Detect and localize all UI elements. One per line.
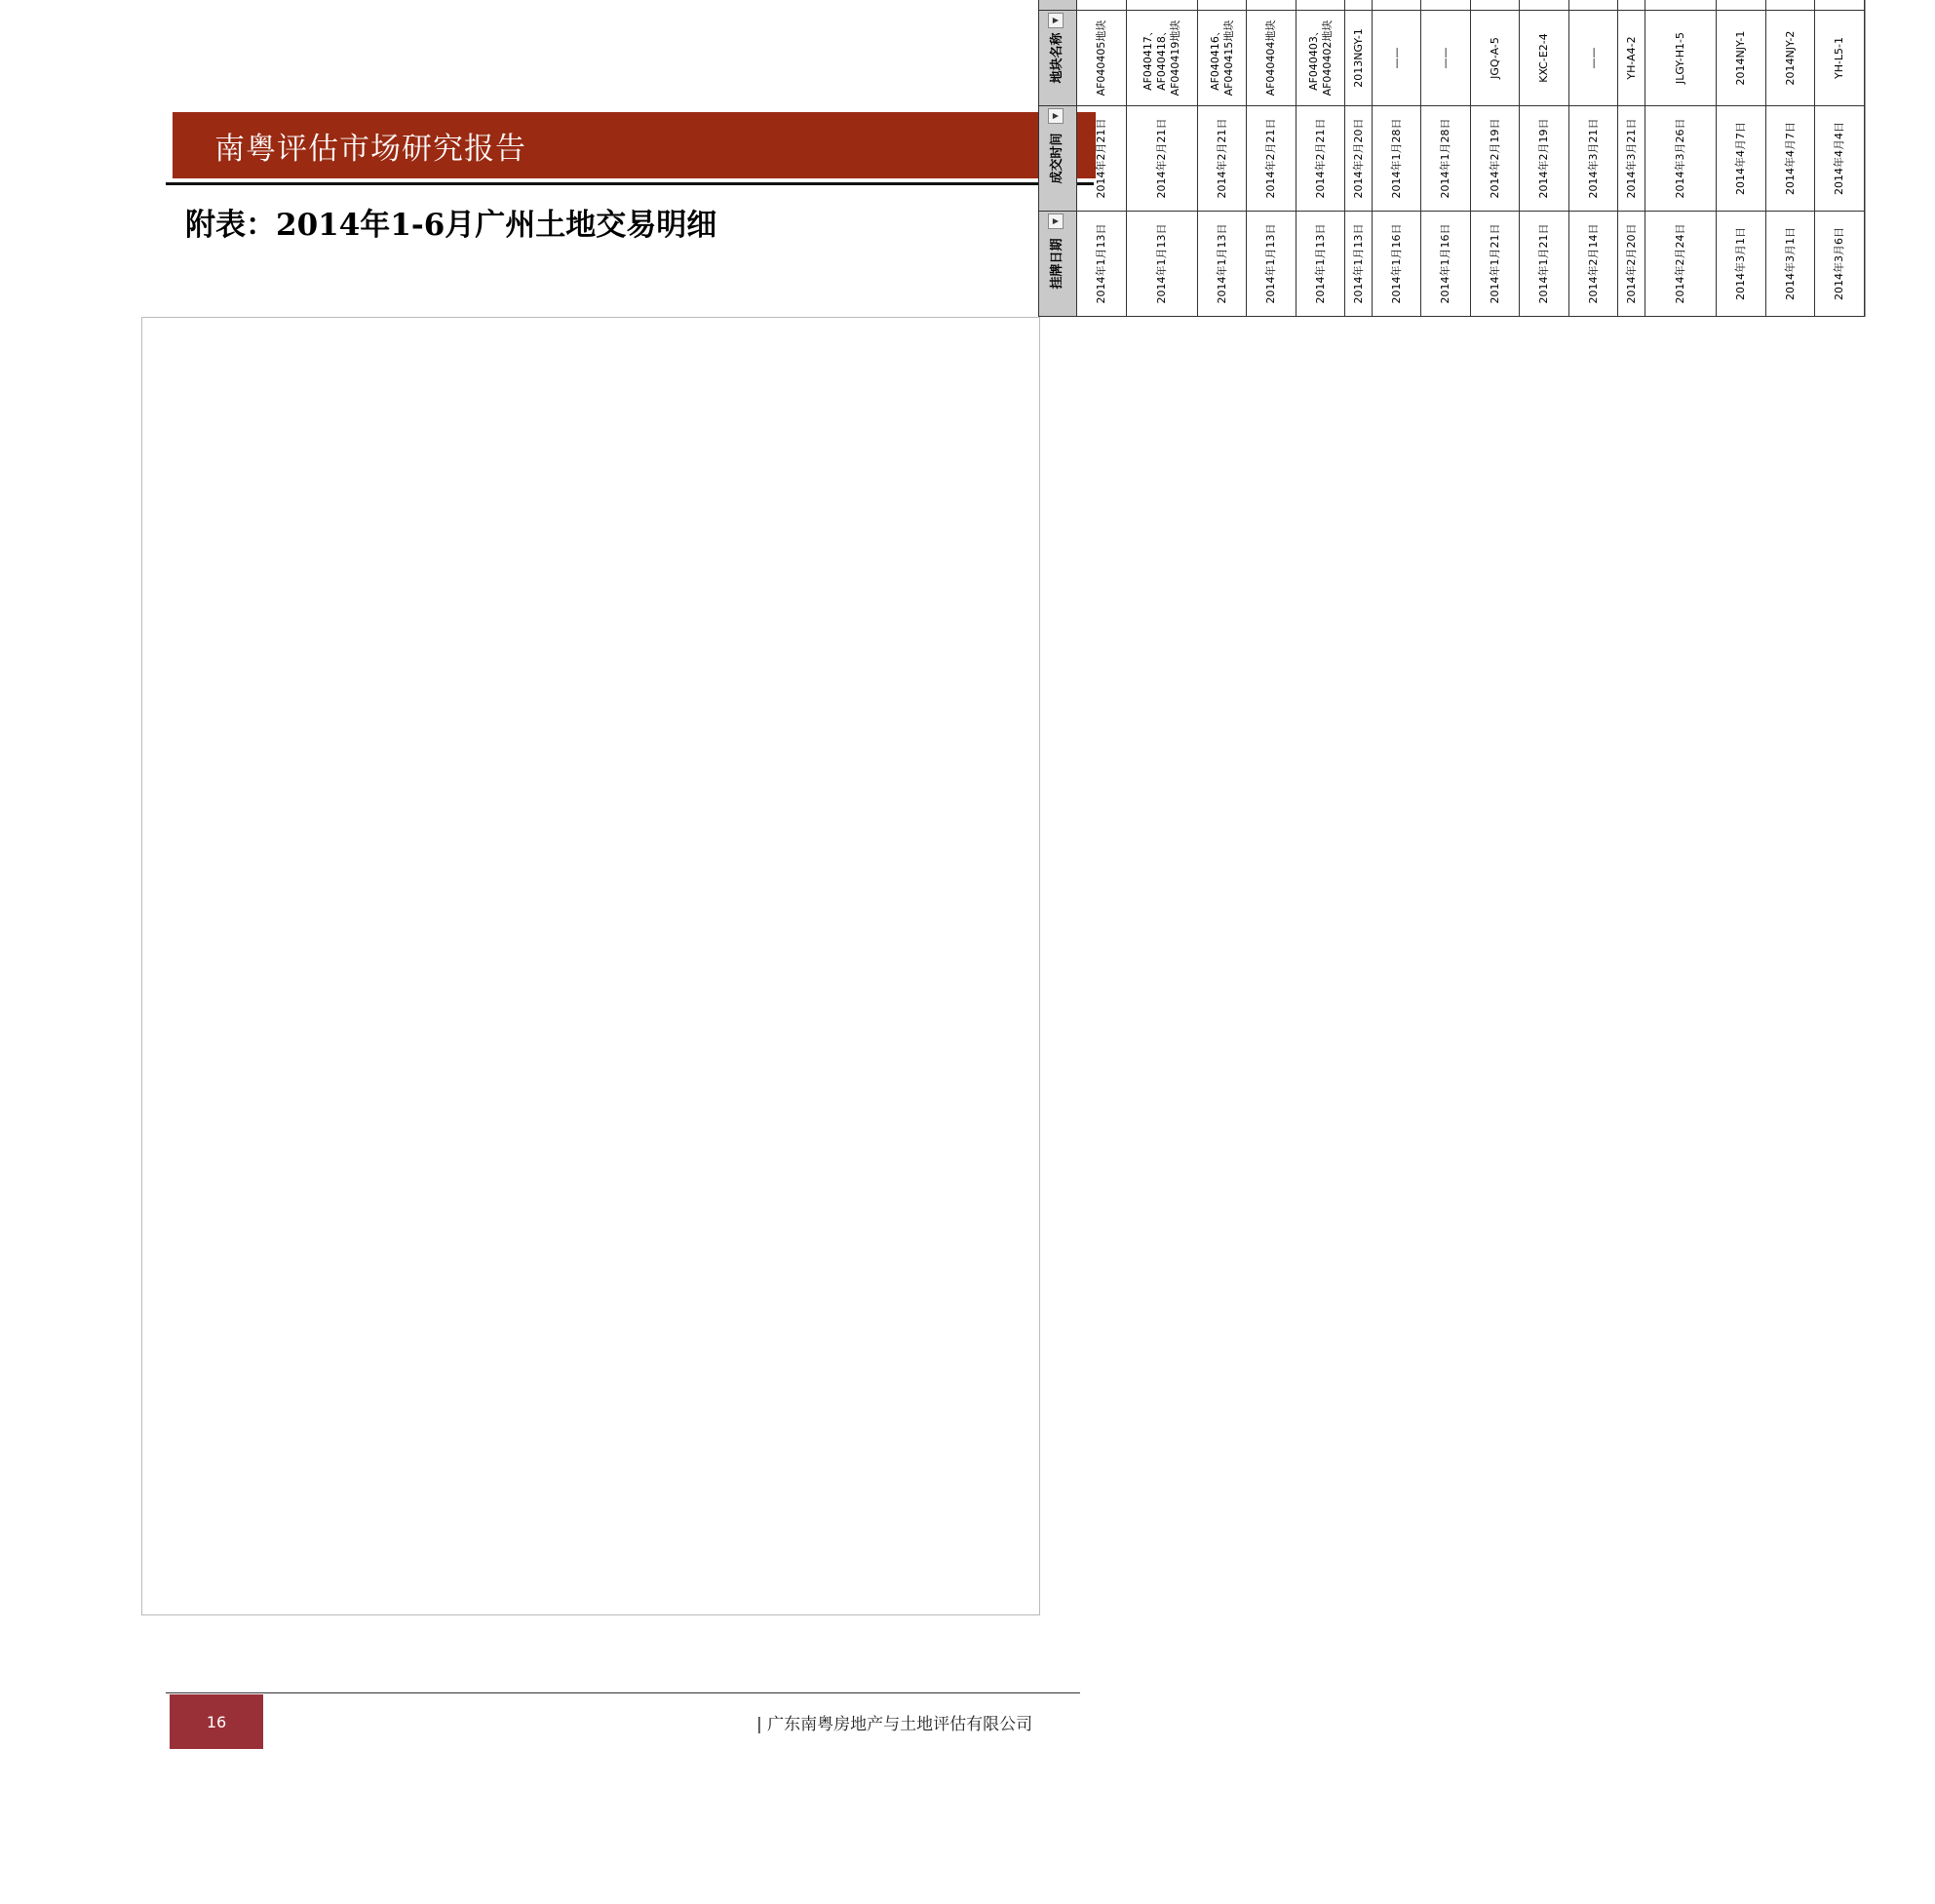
- page-number: 16: [206, 1712, 227, 1731]
- table-header-row: [1039, 0, 1077, 317]
- table-row: [1372, 0, 1421, 317]
- table-body: [1077, 0, 1865, 317]
- table-cell: ——: [1372, 11, 1421, 106]
- table-cell: 2014年3月21日: [1618, 106, 1645, 212]
- table-row: [1815, 0, 1865, 317]
- table-cell: 2014年1月13日: [1126, 212, 1197, 317]
- table-cell: 2014年3月1日: [1765, 212, 1815, 317]
- table-cell: 2014年2月21日: [1077, 106, 1127, 212]
- table-cell: 2014年1月13日: [1077, 212, 1127, 317]
- table-row: [1077, 0, 1127, 317]
- table-cell: KXC-E2-4: [1520, 11, 1569, 106]
- table-cell: 2014年1月13日: [1296, 212, 1345, 317]
- table-cell: 2014年1月21日: [1520, 212, 1569, 317]
- table-cell: 2014年1月28日: [1372, 106, 1421, 212]
- table-cell: [1568, 0, 1618, 11]
- column-header-label: 挂牌日期: [1049, 238, 1064, 290]
- table-cell: 2014年3月21日: [1568, 106, 1618, 212]
- table-row: [1765, 0, 1815, 317]
- table-cell: 2014年2月19日: [1470, 106, 1520, 212]
- filter-dropdown-icon[interactable]: ▼: [1048, 108, 1064, 124]
- table-cell: [1645, 0, 1717, 11]
- table-cell: [1345, 0, 1373, 11]
- table-row: [1197, 0, 1247, 317]
- table-cell: [1296, 0, 1345, 11]
- table-cell: YH-A4-2: [1618, 11, 1645, 106]
- table-cell: ——: [1568, 11, 1618, 106]
- table-cell: 2014年1月13日: [1197, 212, 1247, 317]
- table-row: [1345, 0, 1373, 317]
- table-cell: 2014年2月21日: [1126, 106, 1197, 212]
- table-cell: 2014年4月4日: [1815, 106, 1865, 212]
- table-cell: [1815, 0, 1865, 11]
- table-row: [1126, 0, 1197, 317]
- table-cell: [1470, 0, 1520, 11]
- table-cell: [1077, 0, 1127, 11]
- table-cell: 2014年2月21日: [1247, 106, 1296, 212]
- column-header-label: 成交时间: [1049, 133, 1064, 184]
- table-cell: 2014年3月26日: [1645, 106, 1717, 212]
- table-cell: 2014年2月20日: [1345, 106, 1373, 212]
- table-cell: AF040405地块: [1077, 11, 1127, 106]
- table-cell: 2014年1月21日: [1470, 212, 1520, 317]
- table-cell: [1247, 0, 1296, 11]
- table-row: [1421, 0, 1471, 317]
- footer-company: | 广东南粤房地产与土地评估有限公司: [756, 1715, 1033, 1734]
- table-cell: [1372, 0, 1421, 11]
- table-row: [1470, 0, 1520, 317]
- table-row: [1247, 0, 1296, 317]
- column-header: [1039, 212, 1077, 317]
- table-cell: JLGY-H1-5: [1645, 11, 1717, 106]
- table-cell: 2014年2月21日: [1197, 106, 1247, 212]
- table-cell: 2014年1月13日: [1345, 212, 1373, 317]
- footer-divider: [166, 1692, 1080, 1693]
- table-cell: 2014年4月7日: [1765, 106, 1815, 212]
- table-cell: 2014年2月19日: [1520, 106, 1569, 212]
- table-cell: 2014年1月16日: [1372, 212, 1421, 317]
- table-row: [1520, 0, 1569, 317]
- table-cell: 2014年2月24日: [1645, 212, 1717, 317]
- column-header: [1039, 11, 1077, 106]
- header-divider: [166, 182, 1094, 185]
- table-cell: [1197, 0, 1247, 11]
- table-cell: ——: [1421, 11, 1471, 106]
- land-transaction-table: [1038, 0, 1865, 317]
- column-header: [1039, 0, 1077, 11]
- table-cell: JGQ-A-5: [1470, 11, 1520, 106]
- header-title: 南粤评估市场研究报告: [214, 132, 526, 167]
- table-cell: 2014年3月6日: [1815, 212, 1865, 317]
- table-cell: [1765, 0, 1815, 11]
- table-cell: 2013NGY-1: [1345, 11, 1373, 106]
- table-cell: [1618, 0, 1645, 11]
- table-row: [1717, 0, 1766, 317]
- column-header-label: 地块名称: [1049, 32, 1064, 84]
- table-cell: 2014年1月28日: [1421, 106, 1471, 212]
- filter-dropdown-icon[interactable]: ▼: [1048, 13, 1064, 28]
- table-cell: [1421, 0, 1471, 11]
- table-cell: AF040417、AF040418、AF040419地块: [1126, 11, 1197, 106]
- table-cell: AF040403、AF040402地块: [1296, 11, 1345, 106]
- table-cell: 2014NJY-1: [1717, 11, 1766, 106]
- table-frame: [141, 317, 1040, 1615]
- document-title: 附表：2014年1-6月广州土地交易明细: [185, 208, 717, 243]
- table-cell: [1520, 0, 1569, 11]
- table-row: [1618, 0, 1645, 317]
- table-cell: 2014年2月14日: [1568, 212, 1618, 317]
- table-cell: AF040416、AF040415地块: [1197, 11, 1247, 106]
- column-header: [1039, 106, 1077, 212]
- table-cell: 2014年2月21日: [1296, 106, 1345, 212]
- table-row: [1645, 0, 1717, 317]
- rotated-table-container: [1038, 0, 1935, 317]
- table-cell: 2014年1月16日: [1421, 212, 1471, 317]
- table-cell: 2014年2月20日: [1618, 212, 1645, 317]
- table-cell: 2014NJY-2: [1765, 11, 1815, 106]
- filter-dropdown-icon[interactable]: ▼: [1048, 214, 1064, 229]
- table-cell: [1126, 0, 1197, 11]
- table-row: [1296, 0, 1345, 317]
- table-cell: 2014年1月13日: [1247, 212, 1296, 317]
- table-cell: YH-L5-1: [1815, 11, 1865, 106]
- table-cell: AF040404地块: [1247, 11, 1296, 106]
- table-cell: 2014年3月1日: [1717, 212, 1766, 317]
- table-row: [1568, 0, 1618, 317]
- table-cell: 2014年4月7日: [1717, 106, 1766, 212]
- table-heading: [1865, 0, 1903, 317]
- table-cell: [1717, 0, 1766, 11]
